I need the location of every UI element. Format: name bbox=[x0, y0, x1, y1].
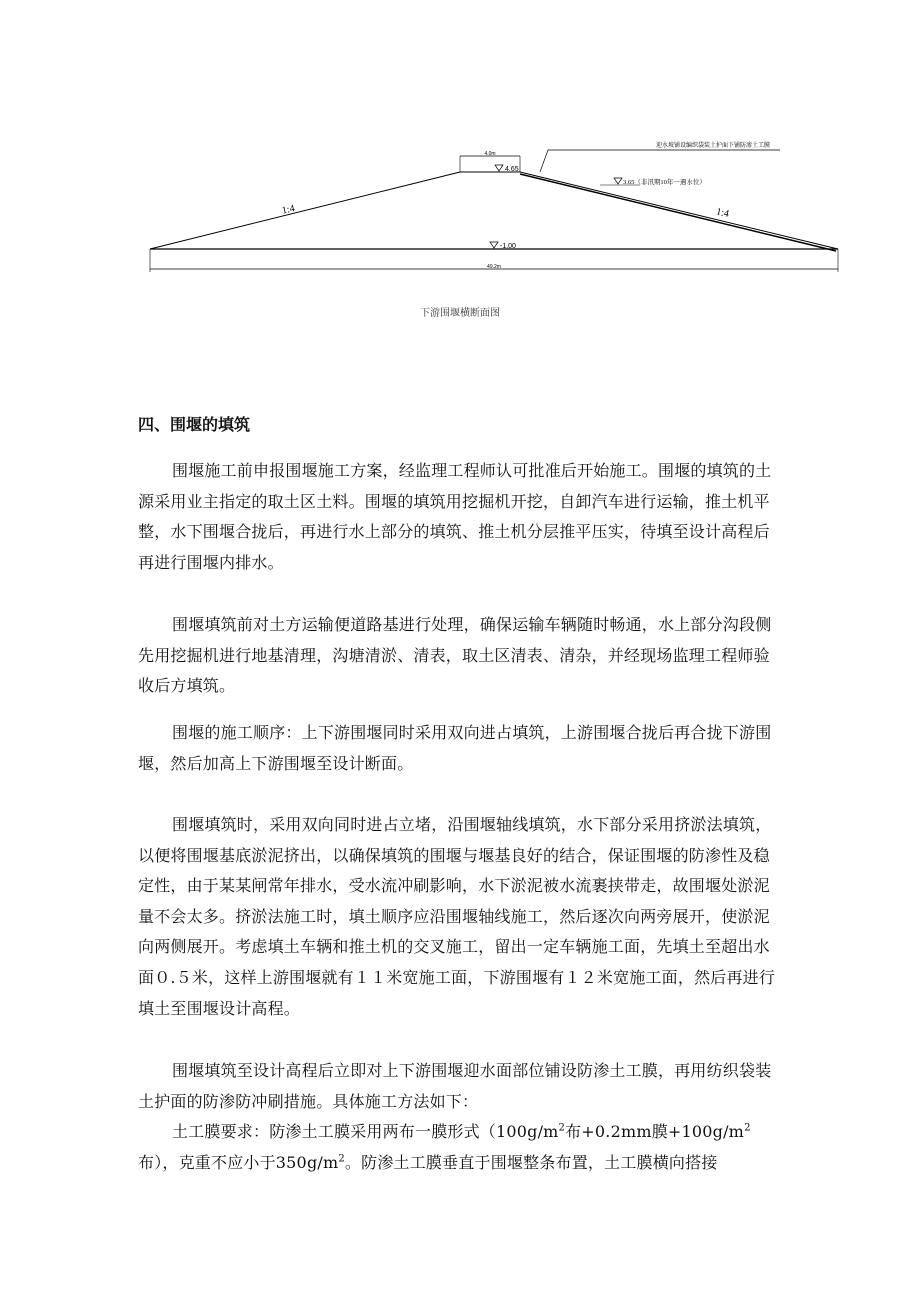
water-level-marker-icon bbox=[614, 178, 622, 184]
geomembrane-text-3: 布），克重不应小于350g/m bbox=[138, 1152, 339, 1172]
crest-elevation-marker-icon bbox=[495, 165, 503, 171]
figure-caption: 下游围堰横断面图 bbox=[420, 308, 500, 319]
water-level-label: 3.65（非汛期10年一遇水位） bbox=[623, 179, 706, 186]
crest-width-label: 4.0m bbox=[484, 151, 496, 157]
cofferdam-cross-section-diagram bbox=[0, 0, 920, 330]
superscript-2: 2 bbox=[744, 1122, 751, 1134]
paragraph-geomembrane bbox=[138, 1117, 784, 1178]
geomembrane-text-4: 。防渗土工膜垂直于围堰整条布置，土工膜横向搭接 bbox=[344, 1152, 718, 1172]
crest-elevation-label: 4.65 bbox=[505, 166, 519, 173]
geomembrane-text-2: 布+0.2mm膜+100g/m bbox=[565, 1122, 745, 1141]
bottom-elevation-marker-icon bbox=[490, 242, 498, 248]
section-heading: 四、围堰的填筑 bbox=[138, 415, 251, 434]
paragraph-3: 围堰的施工顺序：上下游围堰同时采用双向进占填筑，上游围堰合拢后再合拢下游围堰，然后加高上下游围堰至设计断面。 bbox=[138, 723, 772, 773]
superscript-1: 2 bbox=[558, 1122, 566, 1134]
base-width-label: 49.2m bbox=[487, 264, 501, 270]
bottom-elevation-label: -1.00 bbox=[500, 243, 516, 250]
geomembrane-text-1: 土工膜要求：防渗土工膜采用两布一膜形式（100g/m bbox=[172, 1122, 559, 1141]
paragraph-4: 围堰填筑时，采用双向同时进占立堵，沿围堰轴线填筑，水下部分采用挤淤法填筑，以便将围堰基底淤泥挤出，以确保填筑的围堰与堰基良好的结合，保证围堰的防渗性及稳定性，由于某某闸常年排水，受水流冲刷影响，水下淤泥被水流裹挟带走，故围堰处淤泥量不会太多。挤淤法施工时，填土顺序应沿围堰轴线施工，然后逐次向两旁展开，使淤泥向两侧展开。考虑填土车辆和推土机的交叉施工，留出一定车辆施工面，先填土至超出水面０.５米，这样上游围堰就有１１米宽施工面，下游围堰有１２米宽施工面，然后再进行填土至围堰设计高程。 bbox=[138, 815, 776, 1018]
left-slope-line bbox=[150, 172, 460, 249]
annotation-leader-line bbox=[540, 150, 780, 172]
left-slope-ratio: 1:4 bbox=[280, 203, 296, 217]
paragraph-1: 围堰施工前申报围堰施工方案，经监理工程师认可批准后开始施工。围堰的填筑的土源采用业主指定的取土区土料。围堰的填筑用挖掘机开挖，自卸汽车进行运输，推土机平整，水下围堰合拢后，再进行水上部分的填筑、推土机分层推平压实，待填至设计高程后再进行围堰内排水。 bbox=[138, 461, 772, 572]
right-slope-ratio: 1:4 bbox=[715, 206, 730, 220]
paragraph-2: 围堰填筑前对土方运输便道路基进行处理，确保运输车辆随时畅通，水上部分沟段侧先用挖掘机进行地基清理，沟塘清淤、清表，取土区清表、清杂，并经现场监理工程师验收后方填筑。 bbox=[138, 615, 772, 696]
annotation-text: 迎水坡铺设编织袋装土护面下铺防渗土工膜 bbox=[655, 143, 770, 149]
paragraph-5: 围堰填筑至设计高程后立即对上下游围堰迎水面部位铺设防渗土工膜，再用纺织袋装土护面的防渗防冲刷措施。具体施工方法如下： bbox=[138, 1061, 772, 1111]
superscript-3: 2 bbox=[338, 1153, 345, 1165]
